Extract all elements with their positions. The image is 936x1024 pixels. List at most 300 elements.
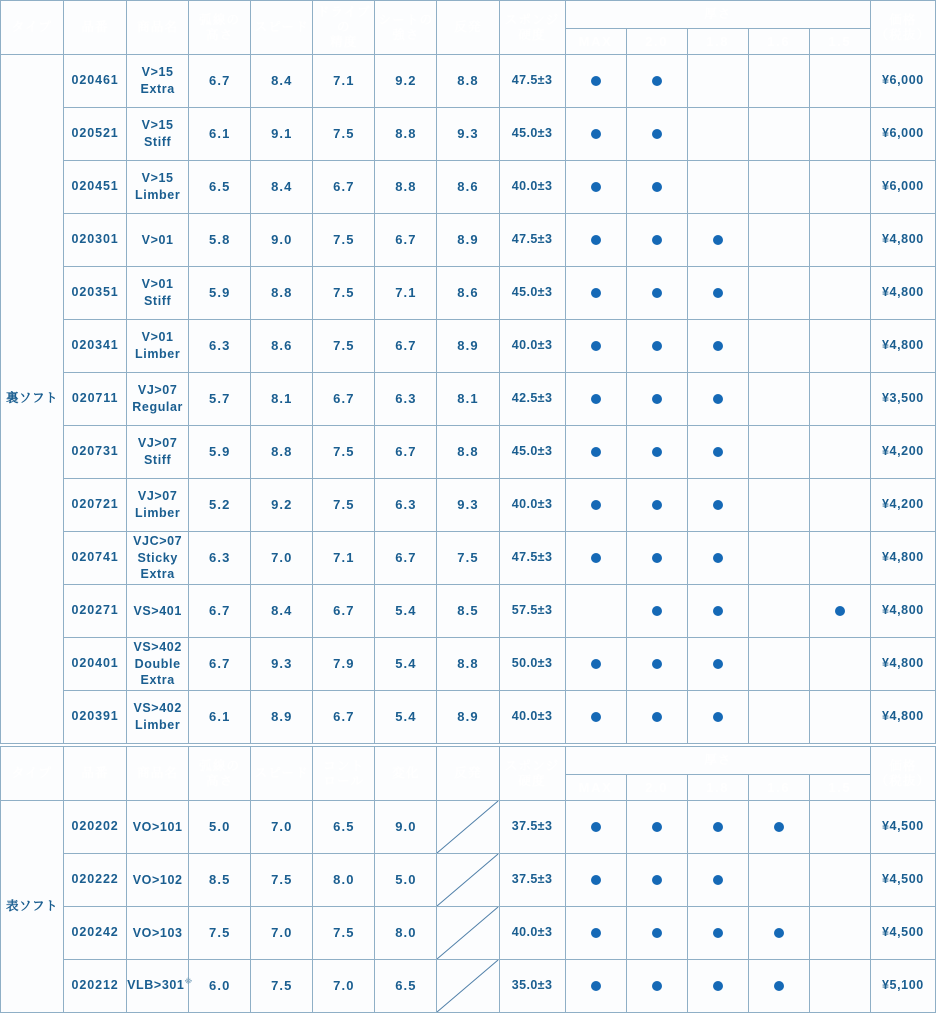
thickness-cell-2 — [687, 161, 748, 214]
product-name-cell: VS>401 — [127, 585, 189, 638]
thickness-cell-1 — [626, 638, 687, 691]
thickness-cell-2 — [687, 638, 748, 691]
sponge-hardness-cell: 47.5±3 — [499, 55, 565, 108]
speed-cell: 9.0 — [251, 214, 313, 267]
thickness-cell-0 — [565, 373, 626, 426]
not-applicable-cell — [437, 801, 499, 854]
col-header-control-line1: コント — [323, 758, 365, 773]
thickness-cell-3 — [748, 960, 809, 1013]
thickness-cell-0 — [565, 691, 626, 744]
col-header-speed: スピード — [251, 1, 313, 55]
available-dot-icon — [835, 606, 845, 616]
col-header-sheet-line2: 強さ — [392, 27, 420, 42]
thickness-cell-1 — [626, 108, 687, 161]
thickness-cell-2 — [687, 320, 748, 373]
thickness-cell-3 — [748, 161, 809, 214]
col-header-thickness-15-2: 1.5 — [809, 775, 870, 801]
available-dot-icon — [591, 822, 601, 832]
price-cell: ¥6,000 — [870, 108, 935, 161]
thickness-cell-3 — [748, 108, 809, 161]
price-cell: ¥6,000 — [870, 55, 935, 108]
available-dot-icon — [652, 981, 662, 991]
price-cell: ¥4,500 — [870, 907, 935, 960]
speed-cell: 7.5 — [251, 960, 313, 1013]
not-applicable-cell — [437, 960, 499, 1013]
thickness-cell-2 — [687, 907, 748, 960]
thickness-cell-1 — [626, 532, 687, 585]
speed-cell: 8.4 — [251, 585, 313, 638]
thickness-cell-2 — [687, 585, 748, 638]
thickness-cell-3 — [748, 320, 809, 373]
thickness-cell-2 — [687, 479, 748, 532]
sponge-hardness-cell: 37.5±3 — [499, 801, 565, 854]
available-dot-icon — [652, 875, 662, 885]
available-dot-icon — [652, 394, 662, 404]
price-cell: ¥4,200 — [870, 479, 935, 532]
thickness-cell-1 — [626, 854, 687, 907]
product-code-cell: 020202 — [64, 801, 127, 854]
col-header-thickness-max: MAX — [565, 29, 626, 55]
drive-precision-cell: 7.5 — [313, 214, 375, 267]
col-header-arc2-line2: 高さ — [206, 773, 234, 788]
not-applicable-cell — [437, 907, 499, 960]
thickness-cell-1 — [626, 960, 687, 1013]
arc-height-cell: 6.3 — [189, 532, 251, 585]
thickness-cell-1 — [626, 161, 687, 214]
available-dot-icon — [652, 129, 662, 139]
price-cell: ¥4,800 — [870, 267, 935, 320]
arc-height-cell: 6.1 — [189, 108, 251, 161]
sheet-strength-cell: 5.4 — [375, 638, 437, 691]
variation-cell: 9.0 — [375, 801, 437, 854]
type-label-cell: 裏ソフト — [1, 55, 64, 744]
not-applicable-cell — [437, 854, 499, 907]
col-header-price — [870, 1, 935, 55]
col-header-sponge2-line2: 硬度 — [518, 773, 546, 788]
thickness-cell-2 — [687, 214, 748, 267]
thickness-cell-0 — [565, 55, 626, 108]
price-cell: ¥4,800 — [870, 638, 935, 691]
sheet-strength-cell: 8.8 — [375, 108, 437, 161]
speed-cell: 8.8 — [251, 267, 313, 320]
speed-cell: 7.0 — [251, 907, 313, 960]
col-header-sponge-line2: 硬度 — [518, 27, 546, 42]
col-header-price2-line1: 価格 — [889, 758, 917, 773]
sheet-strength-cell: 6.7 — [375, 320, 437, 373]
col-header-thickness-16: 1.6 — [748, 29, 809, 55]
thickness-cell-1 — [626, 801, 687, 854]
col-header-control — [313, 747, 375, 801]
product-code-cell: 020711 — [64, 373, 127, 426]
rebound-cell: 8.6 — [437, 161, 499, 214]
available-dot-icon — [591, 394, 601, 404]
table-row — [1, 108, 936, 161]
sponge-hardness-cell: 40.0±3 — [499, 907, 565, 960]
thickness-cell-1 — [626, 585, 687, 638]
arc-height-cell: 6.7 — [189, 638, 251, 691]
thickness-cell-3 — [748, 214, 809, 267]
arc-height-cell: 6.1 — [189, 691, 251, 744]
table-row — [1, 585, 936, 638]
thickness-cell-2 — [687, 854, 748, 907]
table-row — [1, 532, 936, 585]
col-header-speed-2: スピード — [251, 747, 313, 801]
thickness-cell-3 — [748, 907, 809, 960]
available-dot-icon — [652, 500, 662, 510]
sponge-hardness-cell: 40.0±3 — [499, 161, 565, 214]
thickness-cell-4 — [809, 907, 870, 960]
col-header-price-line2: （税抜） — [875, 27, 931, 42]
speed-cell: 9.2 — [251, 479, 313, 532]
col-header-price-line1: 価格 — [889, 12, 917, 27]
product-code-cell: 020341 — [64, 320, 127, 373]
thickness-cell-4 — [809, 55, 870, 108]
control-cell: 6.5 — [313, 801, 375, 854]
diagonal-slash-icon — [437, 801, 498, 853]
available-dot-icon — [713, 235, 723, 245]
available-dot-icon — [713, 447, 723, 457]
product-code-cell: 020401 — [64, 638, 127, 691]
sponge-hardness-cell: 45.0±3 — [499, 108, 565, 161]
available-dot-icon — [774, 981, 784, 991]
speed-cell: 7.0 — [251, 532, 313, 585]
available-dot-icon — [591, 500, 601, 510]
arc-height-cell: 7.5 — [189, 907, 251, 960]
thickness-cell-3 — [748, 532, 809, 585]
thickness-cell-0 — [565, 854, 626, 907]
drive-precision-cell: 6.7 — [313, 691, 375, 744]
table-row — [1, 373, 936, 426]
thickness-cell-0 — [565, 426, 626, 479]
product-name-cell: VO>103 — [127, 907, 189, 960]
type-label-cell: 表ソフト — [1, 801, 64, 1013]
col-header-rebound: 反発 — [437, 1, 499, 55]
sponge-hardness-cell: 40.0±3 — [499, 479, 565, 532]
table-row — [1, 691, 936, 744]
product-code-cell: 020461 — [64, 55, 127, 108]
thickness-cell-1 — [626, 214, 687, 267]
sponge-hardness-cell: 45.0±3 — [499, 267, 565, 320]
table-row — [1, 426, 936, 479]
speed-cell: 8.4 — [251, 161, 313, 214]
thickness-cell-0 — [565, 585, 626, 638]
col-header-sheet-line1: シートの — [378, 12, 434, 27]
col-header-code-2: 品番 — [64, 747, 127, 801]
price-cell: ¥4,800 — [870, 585, 935, 638]
available-dot-icon — [591, 288, 601, 298]
arc-height-cell: 6.5 — [189, 161, 251, 214]
col-header-product-name: 商品名 — [127, 1, 189, 55]
thickness-cell-4 — [809, 638, 870, 691]
available-dot-icon — [652, 182, 662, 192]
sheet-strength-cell: 6.3 — [375, 479, 437, 532]
price-cell: ¥4,800 — [870, 320, 935, 373]
product-name-cell: V>01 — [127, 214, 189, 267]
thickness-cell-4 — [809, 801, 870, 854]
product-code-cell: 020731 — [64, 426, 127, 479]
thickness-cell-3 — [748, 801, 809, 854]
available-dot-icon — [591, 659, 601, 669]
rebound-cell: 8.9 — [437, 691, 499, 744]
product-code-cell: 020391 — [64, 691, 127, 744]
table-row — [1, 638, 936, 691]
control-cell: 8.0 — [313, 854, 375, 907]
speed-cell: 8.9 — [251, 691, 313, 744]
product-code-cell: 020721 — [64, 479, 127, 532]
available-dot-icon — [591, 712, 601, 722]
thickness-cell-4 — [809, 214, 870, 267]
arc-height-cell: 8.5 — [189, 854, 251, 907]
sponge-hardness-cell: 40.0±3 — [499, 320, 565, 373]
available-dot-icon — [774, 822, 784, 832]
thickness-cell-4 — [809, 267, 870, 320]
available-dot-icon — [652, 928, 662, 938]
product-name-cell: VS>402 Double Extra — [127, 638, 189, 691]
thickness-cell-4 — [809, 426, 870, 479]
drive-precision-cell: 7.5 — [313, 108, 375, 161]
thickness-cell-1 — [626, 55, 687, 108]
col-header-price-2 — [870, 747, 935, 801]
sheet-strength-cell: 5.4 — [375, 691, 437, 744]
drive-precision-cell: 6.7 — [313, 585, 375, 638]
product-name-cell: VJC>07 Sticky Extra — [127, 532, 189, 585]
diagonal-slash-icon — [437, 960, 498, 1012]
sheet-strength-cell: 5.4 — [375, 585, 437, 638]
thickness-cell-0 — [565, 108, 626, 161]
drive-precision-cell: 7.5 — [313, 267, 375, 320]
col-header-control-line2: ロール — [323, 773, 365, 788]
available-dot-icon — [591, 76, 601, 86]
col-header-arc-line2: 高さ — [206, 27, 234, 42]
thickness-cell-3 — [748, 638, 809, 691]
variation-cell: 5.0 — [375, 854, 437, 907]
thickness-cell-3 — [748, 691, 809, 744]
available-dot-icon — [713, 341, 723, 351]
sheet-strength-cell: 6.7 — [375, 532, 437, 585]
thickness-cell-1 — [626, 907, 687, 960]
col-header-price2-line2: （税抜） — [875, 773, 931, 788]
sponge-hardness-cell: 47.5±3 — [499, 214, 565, 267]
drive-precision-cell: 6.7 — [313, 373, 375, 426]
diagonal-slash-icon — [437, 854, 498, 906]
thickness-cell-3 — [748, 55, 809, 108]
col-header-arc-line1: 弧線の — [199, 12, 241, 27]
price-cell: ¥3,500 — [870, 373, 935, 426]
price-cell: ¥5,100 — [870, 960, 935, 1013]
thickness-cell-2 — [687, 373, 748, 426]
arc-height-cell: 6.0 — [189, 960, 251, 1013]
price-cell: ¥4,800 — [870, 691, 935, 744]
col-header-thickness-max-2: MAX — [565, 775, 626, 801]
sponge-hardness-cell: 57.5±3 — [499, 585, 565, 638]
col-header-drive-line2: 精度 — [330, 34, 358, 49]
speed-cell: 7.5 — [251, 854, 313, 907]
col-header-thickness-18: 1.8 — [687, 29, 748, 55]
thickness-cell-0 — [565, 214, 626, 267]
available-dot-icon — [652, 447, 662, 457]
product-name-cell: V>15 Extra — [127, 55, 189, 108]
rebound-cell: 8.8 — [437, 55, 499, 108]
sheet-strength-cell: 6.7 — [375, 426, 437, 479]
available-dot-icon — [713, 553, 723, 563]
col-header-arc2-line1: 弧線の — [199, 758, 241, 773]
table-row — [1, 320, 936, 373]
thickness-cell-0 — [565, 532, 626, 585]
speed-cell: 7.0 — [251, 801, 313, 854]
thickness-cell-4 — [809, 320, 870, 373]
thickness-cell-1 — [626, 479, 687, 532]
thickness-cell-1 — [626, 691, 687, 744]
thickness-cell-0 — [565, 801, 626, 854]
col-header-thickness-group: 厚さ — [565, 1, 870, 29]
col-header-type-2: タイプ — [1, 747, 64, 801]
col-header-drive-line1: ドライブの — [316, 5, 371, 35]
col-header-arc-height — [189, 1, 251, 55]
thickness-cell-4 — [809, 960, 870, 1013]
sponge-hardness-cell: 40.0±3 — [499, 691, 565, 744]
rebound-cell: 8.6 — [437, 267, 499, 320]
available-dot-icon — [591, 928, 601, 938]
available-dot-icon — [652, 712, 662, 722]
rubber-spec-table-omote — [0, 746, 936, 1013]
price-cell: ¥4,800 — [870, 214, 935, 267]
available-dot-icon — [652, 76, 662, 86]
speed-cell: 9.3 — [251, 638, 313, 691]
control-cell: 7.0 — [313, 960, 375, 1013]
price-cell: ¥4,500 — [870, 801, 935, 854]
col-header-sponge-hardness-2 — [499, 747, 565, 801]
product-name-cell: V>15 Stiff — [127, 108, 189, 161]
table-row — [1, 801, 936, 854]
thickness-cell-2 — [687, 532, 748, 585]
sheet-strength-cell: 9.2 — [375, 55, 437, 108]
table-row — [1, 854, 936, 907]
product-code-cell: 020212 — [64, 960, 127, 1013]
arc-height-cell: 5.8 — [189, 214, 251, 267]
arc-height-cell: 5.9 — [189, 426, 251, 479]
table-header-ura — [1, 1, 936, 55]
thickness-cell-3 — [748, 479, 809, 532]
available-dot-icon — [652, 288, 662, 298]
rebound-cell: 9.3 — [437, 108, 499, 161]
product-name-cell: VO>101 — [127, 801, 189, 854]
available-dot-icon — [652, 822, 662, 832]
product-name-cell: VLB>301※ — [127, 960, 189, 1013]
product-name-cell: V>01 Stiff — [127, 267, 189, 320]
thickness-cell-0 — [565, 320, 626, 373]
price-cell: ¥4,500 — [870, 854, 935, 907]
thickness-cell-1 — [626, 267, 687, 320]
available-dot-icon — [713, 394, 723, 404]
available-dot-icon — [713, 712, 723, 722]
available-dot-icon — [591, 129, 601, 139]
rebound-cell: 9.3 — [437, 479, 499, 532]
thickness-cell-3 — [748, 585, 809, 638]
thickness-cell-2 — [687, 960, 748, 1013]
available-dot-icon — [713, 288, 723, 298]
table-row — [1, 479, 936, 532]
thickness-cell-3 — [748, 426, 809, 479]
available-dot-icon — [591, 981, 601, 991]
price-cell: ¥4,200 — [870, 426, 935, 479]
thickness-cell-2 — [687, 801, 748, 854]
thickness-cell-0 — [565, 161, 626, 214]
rebound-cell: 8.8 — [437, 638, 499, 691]
product-name-cell: V>15 Limber — [127, 161, 189, 214]
rebound-cell: 8.9 — [437, 214, 499, 267]
sponge-hardness-cell: 45.0±3 — [499, 426, 565, 479]
sheet-strength-cell: 6.7 — [375, 214, 437, 267]
available-dot-icon — [652, 659, 662, 669]
product-code-cell: 020741 — [64, 532, 127, 585]
available-dot-icon — [713, 659, 723, 669]
thickness-cell-0 — [565, 960, 626, 1013]
product-code-cell: 020351 — [64, 267, 127, 320]
thickness-cell-3 — [748, 854, 809, 907]
arc-height-cell: 5.9 — [189, 267, 251, 320]
thickness-cell-3 — [748, 267, 809, 320]
sponge-hardness-cell: 47.5±3 — [499, 532, 565, 585]
sheet-strength-cell: 6.3 — [375, 373, 437, 426]
available-dot-icon — [591, 235, 601, 245]
col-header-sponge-line1: スポンジ — [504, 12, 560, 27]
product-code-cell: 020451 — [64, 161, 127, 214]
product-code-cell: 020242 — [64, 907, 127, 960]
drive-precision-cell: 7.5 — [313, 426, 375, 479]
col-header-thickness-18-2: 1.8 — [687, 775, 748, 801]
thickness-cell-4 — [809, 854, 870, 907]
speed-cell: 8.8 — [251, 426, 313, 479]
drive-precision-cell: 7.5 — [313, 320, 375, 373]
available-dot-icon — [591, 447, 601, 457]
arc-height-cell: 5.7 — [189, 373, 251, 426]
available-dot-icon — [591, 341, 601, 351]
table-body-omote — [1, 801, 936, 1013]
col-header-type: タイプ — [1, 1, 64, 55]
arc-height-cell: 5.0 — [189, 801, 251, 854]
col-header-thickness-15: 1.5 — [809, 29, 870, 55]
control-cell: 7.5 — [313, 907, 375, 960]
thickness-cell-0 — [565, 479, 626, 532]
col-header-product-name-2: 商品名 — [127, 747, 189, 801]
thickness-cell-4 — [809, 691, 870, 744]
sponge-hardness-cell: 37.5±3 — [499, 854, 565, 907]
product-code-cell: 020521 — [64, 108, 127, 161]
arc-height-cell: 6.7 — [189, 585, 251, 638]
sponge-hardness-cell: 35.0±3 — [499, 960, 565, 1013]
variation-cell: 8.0 — [375, 907, 437, 960]
product-name-cell: VJ>07 Stiff — [127, 426, 189, 479]
table-row — [1, 907, 936, 960]
col-header-code: 品番 — [64, 1, 127, 55]
available-dot-icon — [713, 928, 723, 938]
product-code-cell: 020301 — [64, 214, 127, 267]
thickness-cell-4 — [809, 585, 870, 638]
available-dot-icon — [713, 875, 723, 885]
sheet-strength-cell: 8.8 — [375, 161, 437, 214]
price-cell: ¥4,800 — [870, 532, 935, 585]
product-name-cell: V>01 Limber — [127, 320, 189, 373]
product-code-cell: 020271 — [64, 585, 127, 638]
product-name-cell: VJ>07 Limber — [127, 479, 189, 532]
product-code-cell: 020222 — [64, 854, 127, 907]
arc-height-cell: 6.3 — [189, 320, 251, 373]
product-name-cell: VJ>07 Regular — [127, 373, 189, 426]
speed-cell: 9.1 — [251, 108, 313, 161]
rebound-cell: 8.9 — [437, 320, 499, 373]
variation-cell: 6.5 — [375, 960, 437, 1013]
available-dot-icon — [713, 822, 723, 832]
